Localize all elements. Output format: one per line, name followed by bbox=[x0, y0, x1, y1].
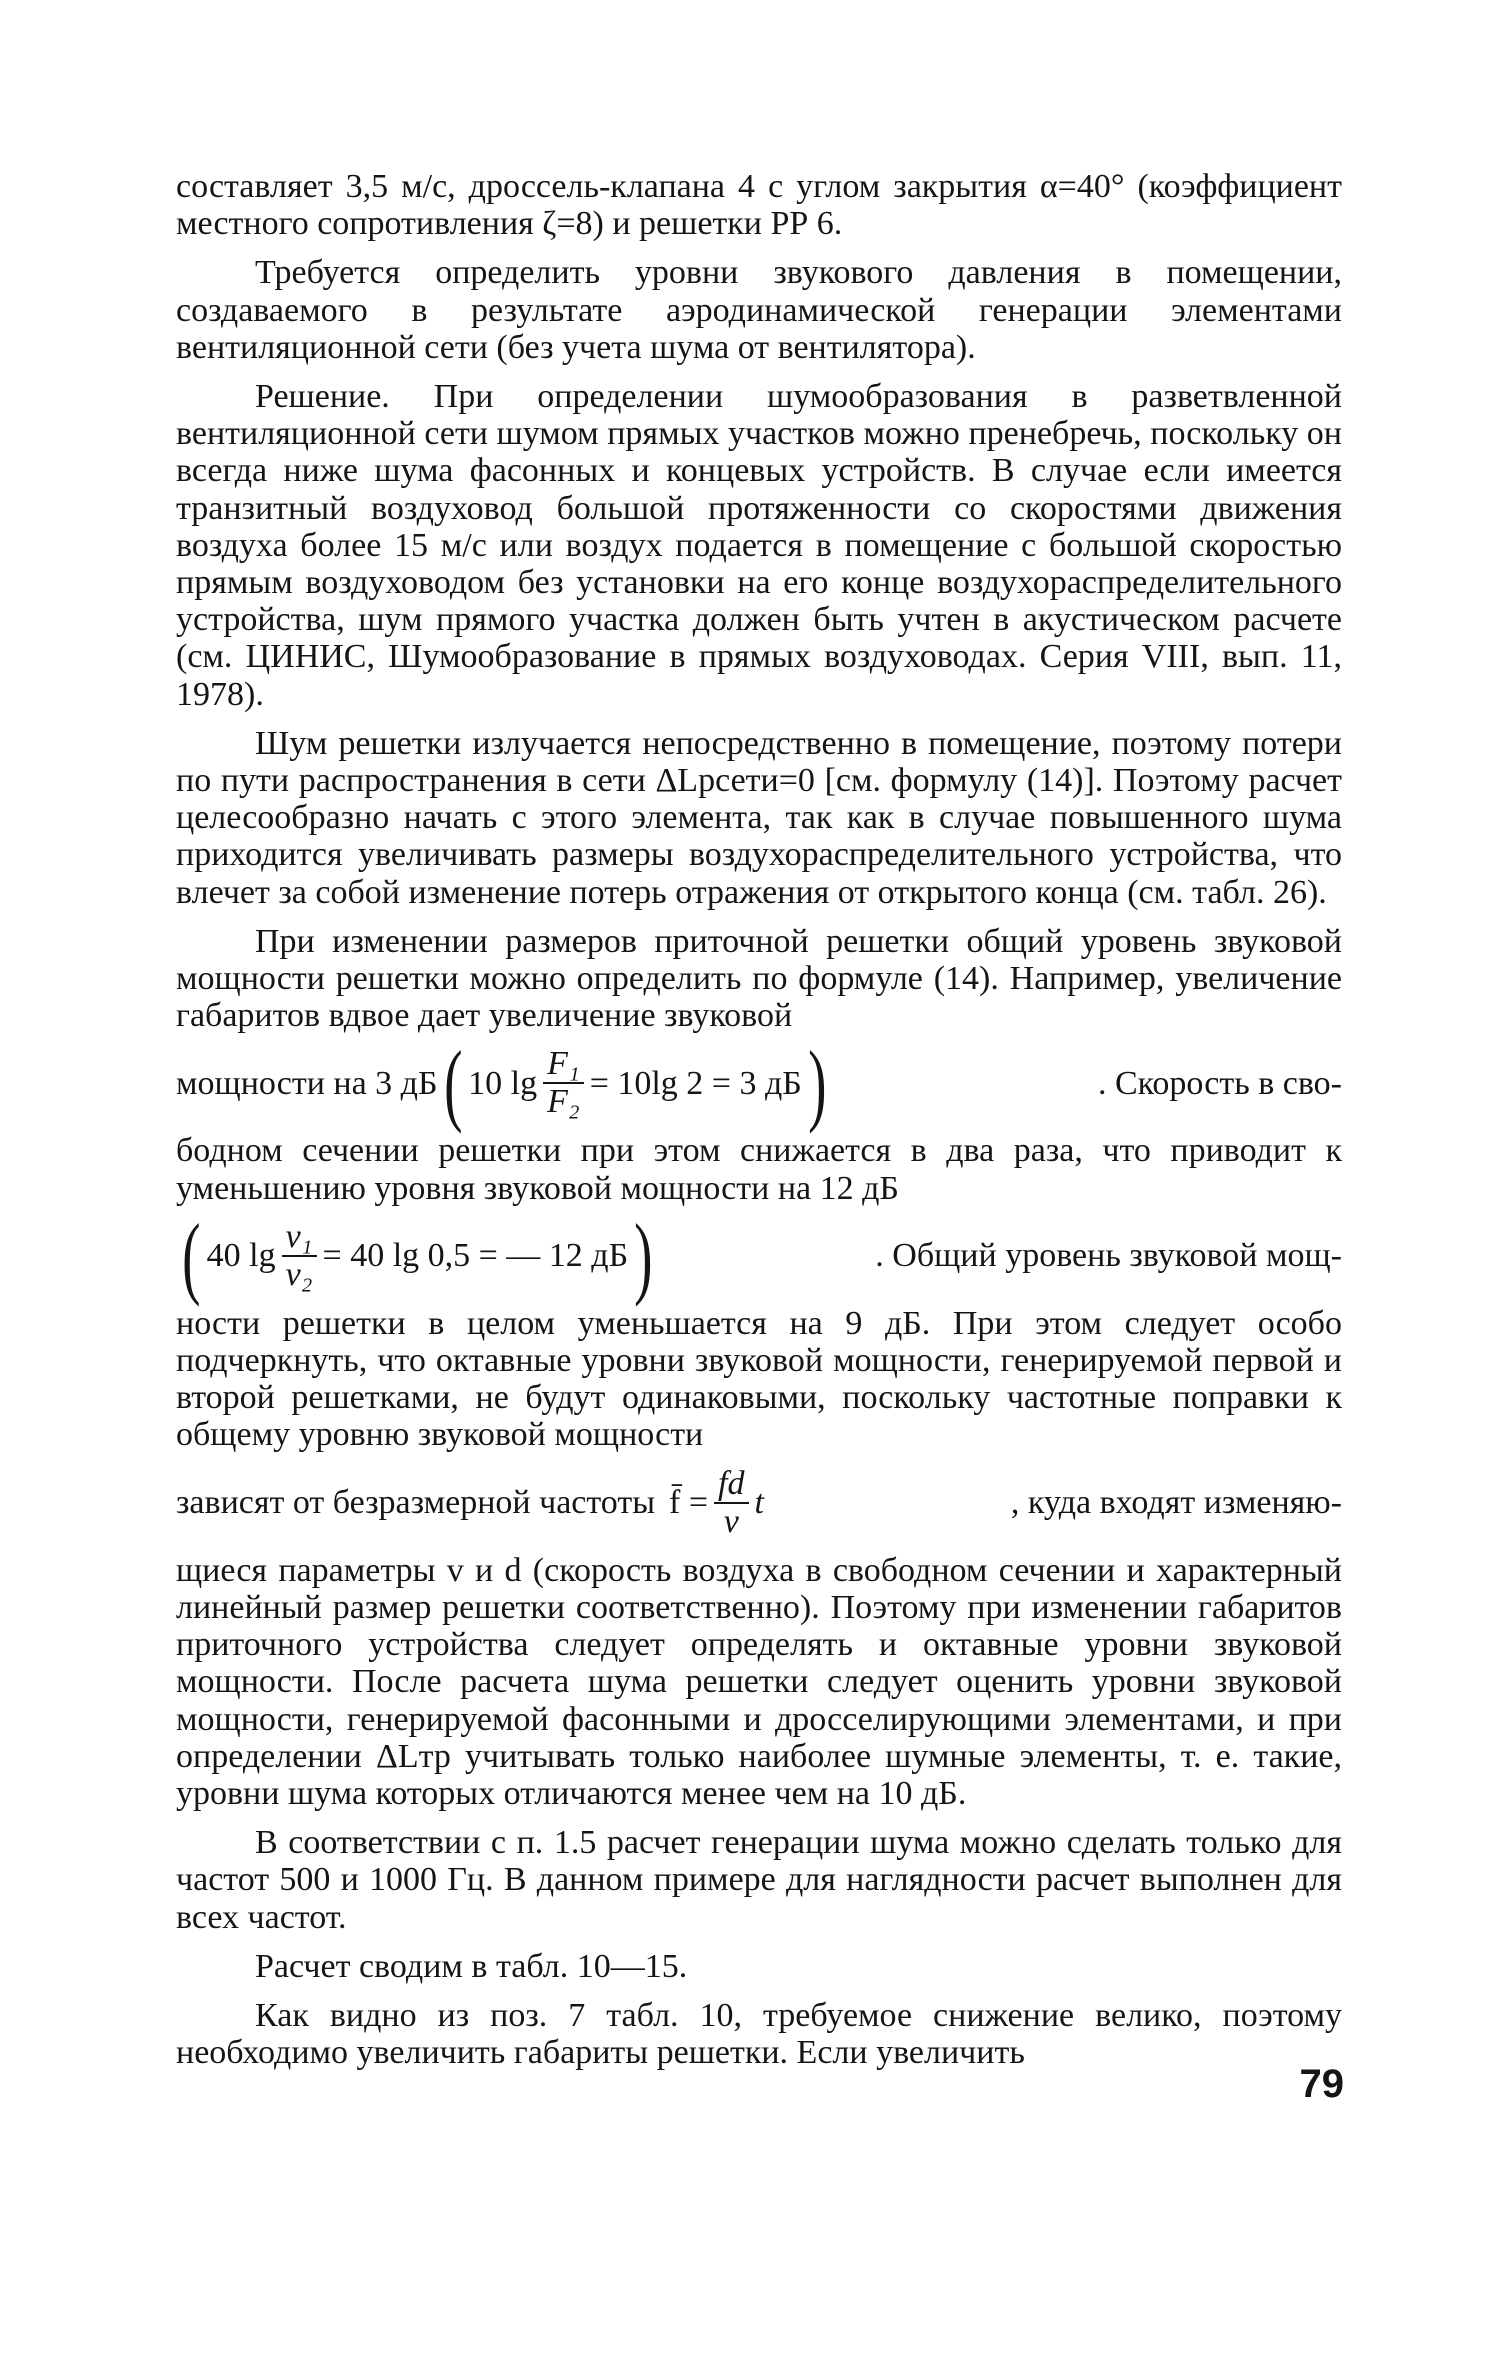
paragraph-3: Решение. При определении шумообразования в разветвленной вентиляционной сети шумом прямых участков можно пренебречь, поскольку он всегда ниже шума фасонных и концевых устройств. В случае если имеется транзитный воздуховод большой протяженности со скоростями движения воздуха более 15 м/с или воздух подается в помещение с большой скоростью прямым воздуховодом без установки на его конце воздухораспределительного устройства, шум прямого участка должен быть учтен в акустическом расчете (см. ЦИНИС, Шумообразование в прямых воздуховодах. Серия VIII, вып. 11, 1978). bbox=[176, 378, 1342, 713]
right-paren: ) bbox=[807, 1032, 827, 1135]
formula-3-suffix: , куда входят изменяю- bbox=[1010, 1484, 1342, 1522]
formula-3-denominator: v bbox=[723, 1502, 739, 1540]
left-paren: ( bbox=[182, 1204, 201, 1307]
left-paren: ( bbox=[443, 1032, 463, 1135]
formula-1-tail: = 10lg 2 = 3 дБ bbox=[589, 1064, 802, 1102]
paragraph-13: Расчет сводим в табл. 10—15. bbox=[255, 1947, 688, 1985]
formula-1-fraction bbox=[543, 1046, 584, 1120]
paragraph-14: Как видно из поз. 7 табл. 10, требуемое снижение велико, поэтому необходимо увеличить габариты решетки. Если увеличить bbox=[176, 1996, 1342, 2072]
formula-1-lead: 10 lg bbox=[468, 1064, 538, 1102]
formula-line-2 bbox=[176, 1204, 1342, 1307]
formula-3-lead: f̄ = bbox=[669, 1484, 709, 1522]
paragraph-12: В соответствии с п. 1.5 расчет генерации шума можно сделать только для частот 500 и 1000 Гц. В данном примере для наглядности расчет выполнен для всех частот. bbox=[176, 1824, 1342, 1936]
formula-2-fraction bbox=[282, 1219, 317, 1293]
formula-line-3 bbox=[176, 1454, 1342, 1552]
formula-1-numerator: F₁ bbox=[543, 1046, 584, 1084]
page-number: 79 bbox=[1299, 2062, 1344, 2106]
formula-2-lead: 40 lg bbox=[206, 1237, 276, 1275]
formula-1-suffix: . Скорость в сво- bbox=[1097, 1064, 1342, 1102]
paragraph-1: составляет 3,5 м/с, дроссель-клапана 4 с углом закрытия α=40° (коэффициент местного сопротивления ζ=8) и решетки РР 6. bbox=[176, 168, 1342, 243]
formula-line-1 bbox=[176, 1032, 1342, 1135]
formula-3-numerator: fd bbox=[714, 1466, 748, 1504]
formula-2-numerator: v₁ bbox=[282, 1219, 317, 1257]
paragraph-11: щиеся параметры v и d (скорость воздуха в свободном сечении и характерный линейный размер решетки соответственно). Поэтому при изменении габаритов приточного устройства следует определять и октавные уровни звуковой мощности. После расчета шума решетки следует оценить уровни звуковой мощности, генерируемой фасонными и дросселирующими элементами, и при определении ΔLтр учитывать только наиболее шумные элементы, т. е. такие, уровни шума которых отличаются менее чем на 10 дБ. bbox=[176, 1551, 1342, 1812]
formula-2-denominator: v₂ bbox=[285, 1255, 313, 1293]
formula-3-tail: t bbox=[754, 1484, 764, 1522]
formula-3-fraction bbox=[714, 1466, 748, 1540]
formula-1-prefix: мощности на 3 дБ bbox=[176, 1064, 438, 1102]
formula-2-tail: = 40 lg 0,5 = — 12 дБ bbox=[322, 1237, 629, 1275]
right-paren: ) bbox=[634, 1204, 653, 1307]
paragraph-2: Требуется определить уровни звукового давления в помещении, создаваемого в результате аэродинамической генерации элементами вентиляционной сети (без учета шума от вентилятора). bbox=[176, 254, 1342, 366]
body-text bbox=[176, 168, 1342, 2083]
formula-2-suffix: . Общий уровень звуковой мощ- bbox=[875, 1237, 1342, 1275]
formula-3-prefix: зависят от безразмерной частоты bbox=[176, 1484, 656, 1522]
paragraph-5: При изменении размеров приточной решетки общий уровень звуковой мощности решетки можно определить по формуле (14). Например, увеличение габаритов вдвое дает увеличение звуковой bbox=[176, 922, 1342, 1035]
formula-1-denominator: F₂ bbox=[547, 1083, 580, 1121]
paragraph-4: Шум решетки излучается непосредственно в помещение, поэтому потери по пути распространения в сети ΔLрсети=0 [см. формулу (14)]. Поэтому расчет целесообразно начать с этого элемента, так как в случае повышенного шума приходится увеличивать размеры воздухораспределительного устройства, что влечет за собой изменение потерь отражения от открытого конца (см. табл. 26). bbox=[176, 724, 1342, 911]
paragraph-7: бодном сечении решетки при этом снижается в два раза, что приводит к уменьшению уровня звуковой мощности на 12 дБ bbox=[176, 1132, 1342, 1207]
paragraph-9: ности решетки в целом уменьшается на 9 дБ. При этом следует особо подчеркнуть, что октавные уровни звуковой мощности, генерируемой первой и второй решетками, не будут одинаковыми, поскольку частотные поправки к общему уровню звуковой мощности bbox=[176, 1304, 1342, 1454]
